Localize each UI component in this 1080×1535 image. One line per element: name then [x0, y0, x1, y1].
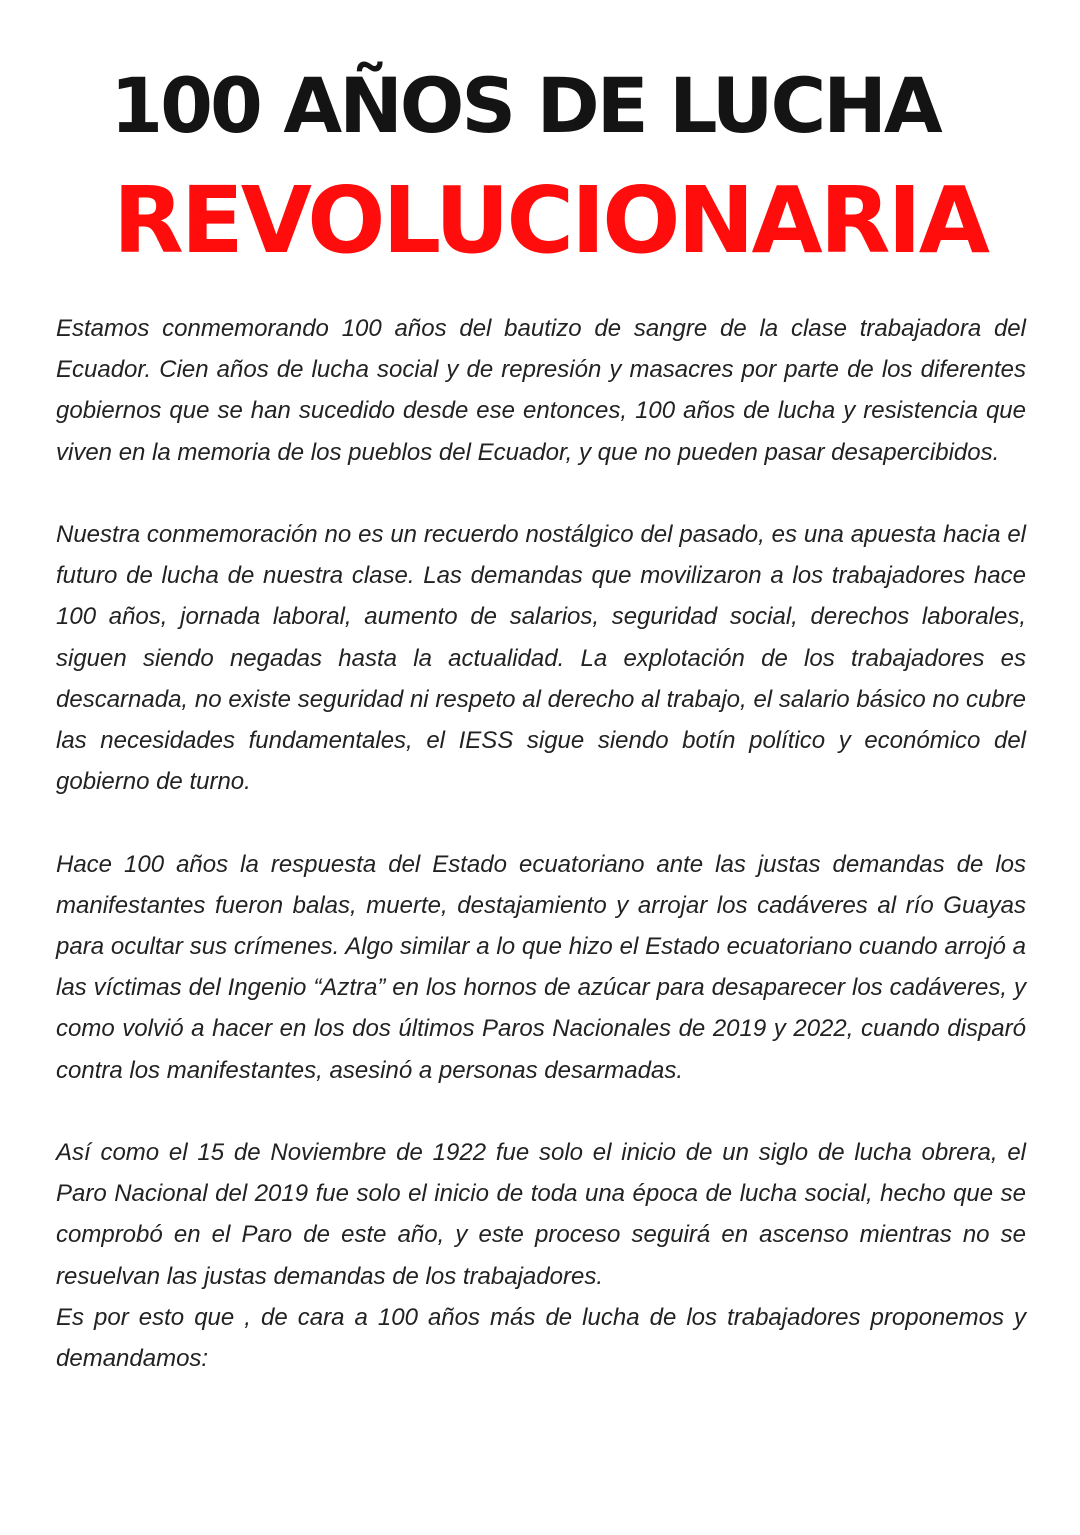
- paragraph-2: Nuestra conmemoración no es un recuerdo nostálgico del pasado, es una apuesta hacia el futuro de lucha de nuestra clase. Las demandas que movilizaron a los trabajadores hace 100 años, jornada laboral, aumento de salarios, seguridad social, derechos laborales, siguen siendo negadas hasta la actualidad. La explotación de los trabajadores es descarnada, no existe seguridad ni respeto al derecho al trabajo, el salario básico no cubre las necesidades fundamentales, el IESS sigue siendo botín político y económico del gobierno de turno.: [56, 521, 1026, 796]
- paragraph-1: Estamos conmemorando 100 años del bautizo de sangre de la clase trabajadora del Ecuador. Cien años de lucha social y de represión y masacres por parte de los diferentes gobiernos que se han sucedido desde ese entonces, 100 años de lucha y resistencia que viven en la memoria de los pueblos del Ecuador, y que no pueden pasar desapercibidos.: [56, 315, 1026, 466]
- paragraph-3: Hace 100 años la respuesta del Estado ecuatoriano ante las justas demandas de los manifestantes fueron balas, muerte, destajamiento y arrojar los cadáveres al río Guayas para ocultar sus crímenes. Algo similar a lo que hizo el Estado ecuatoriano cuando arrojó a las víctimas del Ingenio “Aztra” en los hornos de azúcar para desaparecer los cadáveres, y como volvió a hacer en los dos últimos Paros Nacionales de 2019 y 2022, cuando disparó contra los manifestantes, asesinó a personas desarmadas.: [56, 850, 1026, 1084]
- paragraph-5: Es por esto que , de cara a 100 años más de lucha de los trabajadores proponemos y demandamos:: [56, 1303, 1026, 1373]
- title-line-2: REVOLUCIONARIA: [113, 167, 987, 274]
- title-line-1: 100 AÑOS DE LUCHA: [110, 61, 940, 150]
- body-text: [56, 308, 1026, 1379]
- paragraph-4: Así como el 15 de Noviembre de 1922 fue solo el inicio de un siglo de lucha obrera, el Paro Nacional del 2019 fue solo el inicio de toda una época de lucha social, hecho que se comprobó en el Paro de este año, y este proceso seguirá en ascenso mientras no se resuelvan las justas demandas de los trabajadores.: [56, 1139, 1026, 1290]
